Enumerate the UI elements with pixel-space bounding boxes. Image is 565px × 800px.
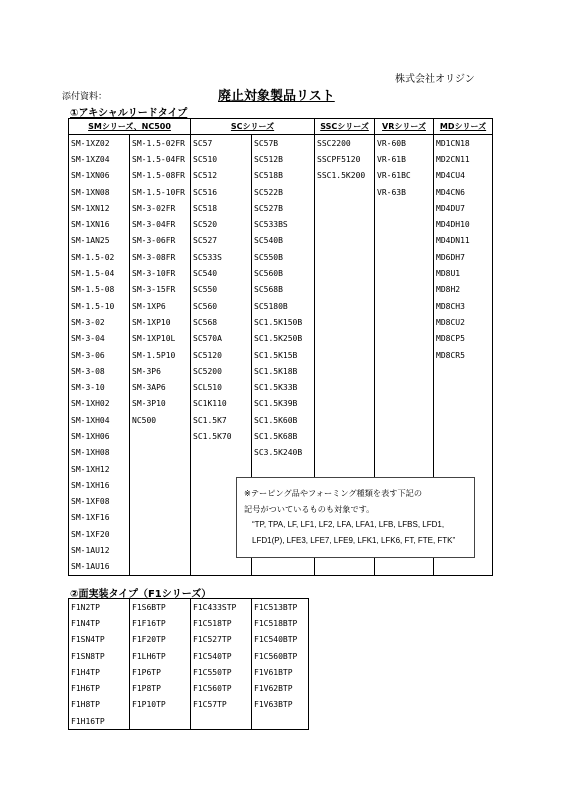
table-row [69,632,309,648]
table-cell: VR-61BC [375,168,434,184]
table-cell [315,445,375,461]
table-cell: SSC1.5K200 [315,168,375,184]
table-row [69,249,493,265]
table-cell: F1P10TP [130,697,191,713]
table-cell [191,461,252,477]
table-cell [315,412,375,428]
table-cell: F1SN8TP [69,648,130,664]
table-cell: SM-1.5-08 [69,282,130,298]
table-cell: F1C560BTP [252,648,309,664]
section-title-axial-lead: ①アキシャルリードタイプ [70,108,188,119]
table-row [69,664,309,680]
table-cell: SM-1XZ02 [69,135,130,152]
table-cell: SM-1.5-04FR [130,151,191,167]
table-cell: MD4CU4 [434,168,493,184]
table-cell: SM-1XH06 [69,428,130,444]
table-cell: SM-3-10 [69,379,130,395]
table-cell: SM-3-10FR [130,265,191,281]
table-cell: F1SN4TP [69,632,130,648]
table-cell [315,265,375,281]
table-cell: F1H4TP [69,664,130,680]
table-row [69,200,493,216]
table-cell: SC5180B [252,298,315,314]
table-cell: SM-1XH08 [69,445,130,461]
table-cell [130,494,191,510]
table-cell: SSCPF5120 [315,151,375,167]
table-row [69,282,493,298]
table-cell: SM-1.5-10FR [130,184,191,200]
table-cell [315,298,375,314]
table-cell: F1C560TP [191,680,252,696]
table-cell: SM-1XF16 [69,510,130,526]
table-row [69,697,309,713]
table-cell: SC1.5K70 [191,428,252,444]
table-cell: VR-61B [375,151,434,167]
table-cell: SM-3-15FR [130,282,191,298]
table-cell [434,379,493,395]
table-cell [315,249,375,265]
section-title-smd: ②面実装タイプ（F1シリーズ） [70,589,212,600]
table-cell [434,428,493,444]
table-cell: SC568 [191,314,252,330]
table-cell: SC1K110 [191,396,252,412]
table-cell: SC522B [252,184,315,200]
table-cell [315,363,375,379]
table-row [69,233,493,249]
table-cell: SC512 [191,168,252,184]
table-cell: SC533S [191,249,252,265]
table-cell [434,412,493,428]
table-cell: SC560 [191,298,252,314]
table-cell [315,428,375,444]
table-cell: SM-3P10 [130,396,191,412]
note-codes: “TP, TPA, LF, LF1, LF2, LFA, LFA1, LFB, LFBS, LFD1, [252,520,445,529]
table-cell: SM-1XH12 [69,461,130,477]
table-cell: SSC2200 [315,135,375,152]
table-cell: MD4DH10 [434,216,493,232]
table-cell: F1V61BTP [252,664,309,680]
table-row [69,168,493,184]
table-row [69,599,309,616]
table-cell: SM-1AN25 [69,233,130,249]
table-cell [375,200,434,216]
table-cell: SC1.5K39B [252,396,315,412]
table-row [69,680,309,696]
table-cell [315,347,375,363]
table-cell: F1C518BTP [252,615,309,631]
note-text: 記号がついているものも対象です。 [244,504,375,514]
table-cell: MD8U1 [434,265,493,281]
table-cell [434,363,493,379]
table-row [69,265,493,281]
table-cell: SC512B [252,151,315,167]
table-cell: SC518B [252,168,315,184]
table-cell: F1LH6TP [130,648,191,664]
table-cell [130,461,191,477]
column-header: SMシリーズ、NC500 [69,119,191,135]
attachment-label: 添付資料： [62,92,108,102]
table-row [69,135,493,152]
table-cell: SC1.5K33B [252,379,315,395]
table-cell [252,713,309,730]
table-row [69,396,493,412]
table-cell: SM-3-02 [69,314,130,330]
table-cell [434,396,493,412]
smd-table [68,598,309,730]
table-row [69,298,493,314]
table-cell: F1N2TP [69,599,130,616]
table-cell: SC1.5K7 [191,412,252,428]
table-cell: SM-1XF20 [69,526,130,542]
table-cell: MD8CR5 [434,347,493,363]
table-cell [130,428,191,444]
table-cell: F1C550TP [191,664,252,680]
table-cell: SC527B [252,200,315,216]
table-cell: F1F20TP [130,632,191,648]
table-cell: F1C433STP [191,599,252,616]
table-cell: F1H6TP [69,680,130,696]
table-cell [375,314,434,330]
table-cell: SM-3-06 [69,347,130,363]
table-cell [191,445,252,461]
table-row [69,379,493,395]
table-cell [130,713,191,730]
table-cell: SC518 [191,200,252,216]
table-cell: SC560B [252,265,315,281]
table-cell [191,559,252,576]
table-cell [130,510,191,526]
table-cell [315,184,375,200]
table-cell: MD8CU2 [434,314,493,330]
table-cell: SM-1.5-04 [69,265,130,281]
column-header: MDシリーズ [434,119,493,135]
table-cell: MD8CP5 [434,331,493,347]
table-cell: F1C57TP [191,697,252,713]
table-cell [130,542,191,558]
table-cell [252,461,315,477]
table-cell: SM-1AU16 [69,559,130,576]
note-box [236,477,475,558]
table-cell [315,282,375,298]
table-cell [130,477,191,493]
table-cell: SM-1XN16 [69,216,130,232]
table-cell [375,363,434,379]
table-cell: SM-1XH16 [69,477,130,493]
table-cell [315,216,375,232]
table-cell [130,526,191,542]
table-cell [375,445,434,461]
table-header-row [69,119,493,135]
table-cell: SC568B [252,282,315,298]
table-cell: SM-3AP6 [130,379,191,395]
table-row [69,428,493,444]
table-cell: F1P6TP [130,664,191,680]
table-cell: SC540 [191,265,252,281]
table-cell [315,314,375,330]
table-cell: SM-1XN08 [69,184,130,200]
table-cell: VR-60B [375,135,434,152]
table-row [69,347,493,363]
table-cell [375,249,434,265]
table-cell: MD4DN11 [434,233,493,249]
table-cell: SC550B [252,249,315,265]
table-row [69,461,493,477]
table-cell: SC57B [252,135,315,152]
table-cell [375,233,434,249]
column-header: SCシリーズ [191,119,315,135]
table-cell [375,298,434,314]
table-cell: SC1.5K150B [252,314,315,330]
table-row [69,412,493,428]
table-cell [434,461,493,477]
table-cell [375,412,434,428]
table-cell: MD1CN18 [434,135,493,152]
page-title: 廃止対象製品リスト [218,89,335,104]
table-row [69,713,309,730]
table-cell: SC527 [191,233,252,249]
table-cell [315,200,375,216]
note-codes: LFD1(P), LFE3, LFE7, LFE9, LFK1, LFK6, FT, FTE, FTK” [252,536,456,545]
table-row [69,363,493,379]
table-cell: SM-1.5P10 [130,347,191,363]
table-row [69,151,493,167]
table-cell: SM-3-02FR [130,200,191,216]
table-cell: SM-3-04 [69,331,130,347]
table-cell [315,331,375,347]
table-cell: SC1.5K18B [252,363,315,379]
table-cell: SM-1.5-10 [69,298,130,314]
table-cell [375,265,434,281]
table-cell: SC57 [191,135,252,152]
table-cell: SM-3-04FR [130,216,191,232]
table-cell [375,461,434,477]
table-cell: SM-1XF08 [69,494,130,510]
table-row [69,445,493,461]
table-cell: F1H16TP [69,713,130,730]
table-cell: F1C540BTP [252,632,309,648]
table-cell: F1C518TP [191,615,252,631]
table-cell: SM-1XN06 [69,168,130,184]
table-cell: SM-1.5-02FR [130,135,191,152]
table-cell: SM-1XP10L [130,331,191,347]
table-row [69,648,309,664]
table-cell [315,396,375,412]
table-cell [130,559,191,576]
column-header: VRシリーズ [375,119,434,135]
table-cell: SCL510 [191,379,252,395]
table-cell [130,445,191,461]
table-cell: MD4DU7 [434,200,493,216]
table-cell: SC533BS [252,216,315,232]
table-cell: SC5200 [191,363,252,379]
table-cell: SC510 [191,151,252,167]
table-cell: SM-1XN12 [69,200,130,216]
table-row [69,314,493,330]
table-cell: F1V62BTP [252,680,309,696]
table-cell [315,461,375,477]
table-cell: F1H8TP [69,697,130,713]
table-cell [434,445,493,461]
table-row [69,184,493,200]
table-cell: SC1.5K60B [252,412,315,428]
note-text: ※テーピング品やフォーミング種類を表す下記の [244,488,423,498]
table-cell: SM-3P6 [130,363,191,379]
table-cell [375,428,434,444]
table-cell: SM-1.5-02 [69,249,130,265]
table-cell: F1S6BTP [130,599,191,616]
table-cell: VR-63B [375,184,434,200]
table-cell: SC1.5K250B [252,331,315,347]
table-cell: F1F16TP [130,615,191,631]
table-cell [252,559,315,576]
table-cell: SC550 [191,282,252,298]
table-cell: NC500 [130,412,191,428]
table-cell: SM-1XH02 [69,396,130,412]
table-cell: SC520 [191,216,252,232]
table-cell: F1C513BTP [252,599,309,616]
table-cell: SM-1XH04 [69,412,130,428]
table-cell: SM-3-08 [69,363,130,379]
table-cell: F1C540TP [191,648,252,664]
table-cell: SC516 [191,184,252,200]
table-cell: F1P8TP [130,680,191,696]
table-cell: F1C527TP [191,632,252,648]
table-cell [375,559,434,576]
table-cell [375,347,434,363]
table-row [69,615,309,631]
table-cell [375,379,434,395]
table-cell: SC3.5K240B [252,445,315,461]
table-cell: SC1.5K68B [252,428,315,444]
table-cell [375,396,434,412]
table-cell [375,216,434,232]
table-row [69,331,493,347]
table-cell: SC1.5K15B [252,347,315,363]
table-cell: SM-1AU12 [69,542,130,558]
table-cell: SM-1XZ04 [69,151,130,167]
table-cell: SM-1XP6 [130,298,191,314]
table-cell: F1N4TP [69,615,130,631]
table-cell: SC570A [191,331,252,347]
table-cell [375,331,434,347]
table-row [69,559,493,576]
table-cell: SM-1XP10 [130,314,191,330]
table-cell [315,559,375,576]
table-cell [315,379,375,395]
company-name: 株式会社オリジン [395,74,475,85]
table-cell: MD4CN6 [434,184,493,200]
table-cell: MD2CN11 [434,151,493,167]
table-cell: SC540B [252,233,315,249]
table-cell: MD8CH3 [434,298,493,314]
table-cell: SM-3-08FR [130,249,191,265]
table-cell: MD6DH7 [434,249,493,265]
table-cell: SM-1.5-08FR [130,168,191,184]
table-row [69,216,493,232]
column-header: SSCシリーズ [315,119,375,135]
table-cell: SM-3-06FR [130,233,191,249]
table-cell [315,233,375,249]
table-cell: MD8H2 [434,282,493,298]
table-cell: F1V63BTP [252,697,309,713]
table-cell: SC5120 [191,347,252,363]
table-cell [191,713,252,730]
table-cell [375,282,434,298]
table-cell [434,559,493,576]
